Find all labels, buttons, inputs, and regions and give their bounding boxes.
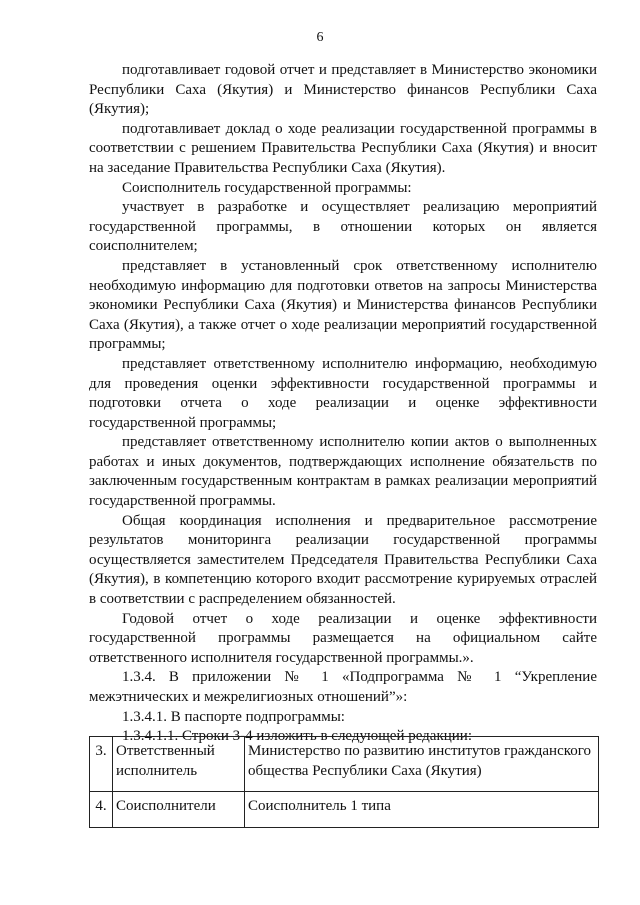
row-name: Соисполнители	[113, 792, 245, 828]
paragraph: подготавливает доклад о ходе реализации государственной программы в соответствии с решением Правительства Республики Саха (Якутия) и вносит на заседание Правительства Республики Саха (Якутия).	[89, 120, 597, 176]
page-number: 6	[316, 30, 324, 45]
paragraph: участвует в разработке и осуществляет реализацию мероприятий государственной программы, в отношении которых он является соисполнителем;	[89, 199, 597, 255]
row-name: Ответственный исполнитель	[113, 737, 245, 792]
row-value: Соисполнитель 1 типа	[245, 792, 599, 828]
paragraph: Соисполнитель государственной программы:	[122, 179, 412, 196]
paragraph: Годовой отчет о ходе реализации и оценке эффективности государственной программы размещается на официальном сайте ответственного исполнителя государственной программы.».	[89, 610, 597, 666]
paragraph: представляет ответственному исполнителю информацию, необходимую для проведения оценки эффективности государственной программы и подготовки отчета о ходе реализации и оценке эффективности государственной программы;	[89, 355, 597, 431]
row-number: 3.	[90, 737, 113, 792]
passport-table	[89, 736, 599, 828]
table-row	[90, 737, 599, 792]
paragraph: подготавливает годовой отчет и представляет в Министерство экономики Республики Саха (Якутия) и Министерство финансов Республики Саха (Якутия);	[89, 62, 597, 118]
paragraph: 1.3.4. В приложении № 1 «Подпрограмма № 1 “Укрепление межэтнических и межрелигиозных отношений”»:	[89, 669, 597, 705]
table-row	[90, 792, 599, 828]
paragraph: 1.3.4.1.1. Строки 3-4 изложить в следующей редакции:	[122, 728, 473, 745]
paragraph: представляет ответственному исполнителю копии актов о выполненных работах и иных документов, подтверждающих исполнение обязательств по заключенным государственным контрактам в рамках реализации мероприятий государственной программы.	[89, 434, 597, 510]
document-body	[89, 61, 597, 747]
paragraph: Общая координация исполнения и предварительное рассмотрение результатов мониторинга реализации государственной программы осуществляется заместителем Председателя Правительства Республики Саха (Якутия), в компетенцию которого входит рассмотрение курируемых отраслей в соответствии с распределением обязанностей.	[89, 512, 597, 608]
row-number: 4.	[90, 792, 113, 828]
paragraph: представляет в установленный срок ответственному исполнителю необходимую информацию для подготовки ответов на запросы Министерства экономики Республики Саха (Якутия) и Министерства финансов Республики Саха (Якутия), а также отчет о ходе реализации мероприятий государственной программы;	[89, 257, 597, 353]
paragraph: 1.3.4.1. В паспорте подпрограммы:	[122, 708, 345, 725]
row-value: Министерство по развитию институтов гражданского общества Республики Саха (Якутия)	[245, 737, 599, 792]
